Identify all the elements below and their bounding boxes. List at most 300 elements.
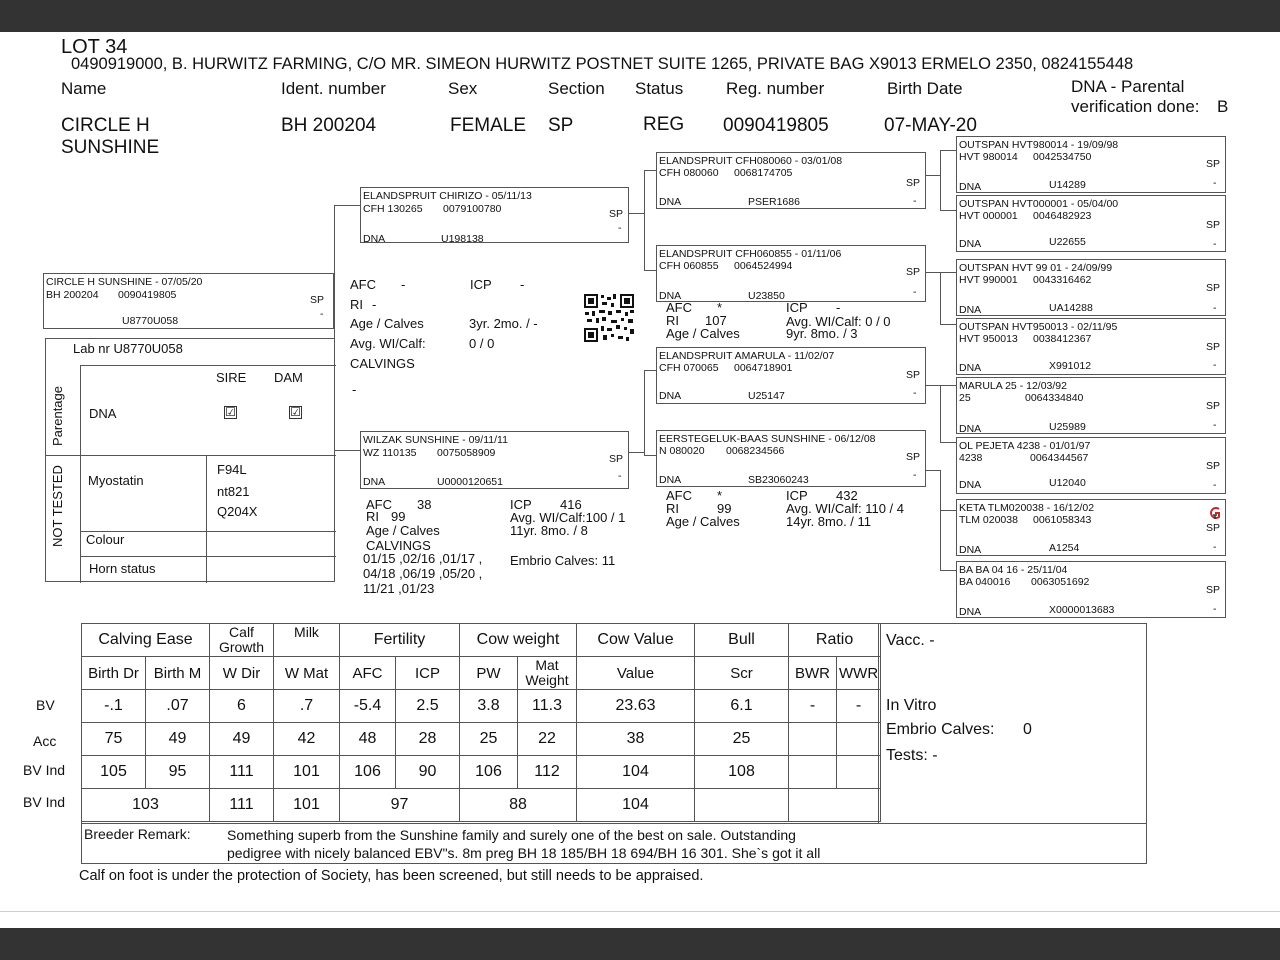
self-icp-value: -	[520, 277, 525, 292]
acc-cell	[837, 723, 881, 756]
embrio-calves-label: Embrio Calves:	[886, 721, 995, 738]
group-fertility: Fertility	[340, 624, 460, 657]
acc-cell: 49	[146, 723, 210, 756]
grandparent-card	[656, 245, 926, 302]
great-grandparent-card	[956, 318, 1226, 375]
ind2-cell	[789, 789, 881, 822]
sub-mat-weight: Mat Weight	[518, 657, 577, 690]
card-dash: -	[913, 387, 917, 399]
ebv-ind2-row	[82, 789, 881, 822]
parentage-label: Parentage	[50, 386, 65, 446]
card-ident: TLM 020038	[959, 514, 1018, 526]
bv-cell: 6	[210, 690, 274, 723]
great-grandparent-card	[956, 437, 1226, 494]
sub-pw: PW	[460, 657, 518, 690]
group-bull: Bull	[695, 624, 789, 657]
card-section: SP	[906, 369, 921, 381]
card-section: SP	[1206, 460, 1221, 472]
card-title: OUTSPAN HVT950013 - 02/11/95	[959, 321, 1118, 333]
card-dash: -	[1213, 238, 1217, 250]
sire-card	[360, 187, 629, 243]
card-dna: U22655	[1049, 236, 1086, 248]
card-dash: -	[1213, 302, 1217, 314]
great-grandparent-card	[956, 136, 1226, 193]
card-ident: HVT 990001	[959, 274, 1018, 286]
acc-cell: 22	[518, 723, 577, 756]
acc-cell: 25	[695, 723, 789, 756]
card-reg: 0038412367	[1033, 333, 1092, 345]
card-dash: -	[913, 286, 917, 298]
grandparent-card	[656, 430, 926, 487]
card-dna: U14289	[1049, 179, 1086, 191]
breeder-remark-1: Something superb from the Sunshine family and surely one of the best on sale. Outstanding	[227, 827, 796, 843]
card-dna: A1254	[1049, 542, 1080, 554]
bv-cell: -	[789, 690, 837, 723]
dam-embrio: Embrio Calves: 11	[510, 553, 616, 568]
card-ident: BH 200204	[46, 289, 99, 301]
dam-ri-value: 99	[391, 509, 406, 524]
connector	[940, 210, 957, 211]
sub-value: Value	[577, 657, 695, 690]
sub-w-mat: W Mat	[274, 657, 340, 690]
card-dash: -	[913, 469, 917, 481]
gp-afc-value: *	[717, 488, 723, 503]
self-calvings-label: CALVINGS	[350, 356, 415, 371]
card-ident: HVT 950013	[959, 333, 1018, 345]
card-title: ELANDSPRUIT AMARULA - 11/02/07	[659, 350, 835, 362]
card-reg: 0068174705	[734, 167, 793, 179]
divider	[81, 823, 1147, 824]
row-label-bv-ind-2: BV Ind	[23, 794, 66, 810]
gp-age-label: Age / Calves	[666, 514, 740, 529]
connector	[925, 175, 940, 176]
sub-icp: ICP	[396, 657, 460, 690]
sub-birth-dr: Birth Dr	[82, 657, 146, 690]
card-ident: CFH 080060	[659, 167, 719, 179]
card-reg: 0075058909	[437, 447, 496, 459]
connector	[925, 470, 940, 471]
gp-icp-value: -	[836, 300, 841, 315]
gp-icp-label: ICP	[786, 300, 808, 315]
card-dna-label: DNA	[959, 544, 982, 556]
card-dna-label: DNA	[959, 304, 982, 316]
card-title: OUTSPAN HVT000001 - 05/04/00	[959, 198, 1119, 210]
self-card	[43, 273, 334, 329]
card-dash: -	[618, 222, 622, 234]
group-cow-value: Cow Value	[577, 624, 695, 657]
card-section: SP	[906, 451, 921, 463]
bv-cell: 3.8	[460, 690, 518, 723]
lab-box	[45, 338, 335, 582]
gp-age-label: Age / Calves	[666, 326, 740, 341]
gp-avg: Avg. WI/Calf: 0 / 0	[786, 314, 891, 329]
gp-afc-label: AFC	[666, 488, 692, 503]
dam-calvings-2: 04/18 ,06/19 ,05/20 ,	[363, 566, 483, 581]
dam-age-value: 11yr. 8mo. / 8	[510, 523, 588, 538]
card-reg: 0064334840	[1025, 392, 1084, 404]
gp-afc-value: *	[717, 300, 723, 315]
card-section: SP	[1206, 400, 1221, 412]
group-calving-ease: Calving Ease	[82, 624, 210, 657]
gp-avg: Avg. WI/Calf: 110 / 4	[786, 501, 905, 516]
card-dash: -	[913, 195, 917, 207]
dna-label: DNA	[89, 406, 117, 421]
ind2-cell: 111	[210, 789, 274, 822]
dam-age-label: Age / Calves	[366, 523, 440, 538]
card-dna: SB23060243	[748, 474, 809, 486]
dam-calvings-1: 01/15 ,02/16 ,01/17 ,	[363, 551, 483, 566]
card-section: SP	[1206, 341, 1221, 353]
card-dna-label: DNA	[959, 362, 982, 374]
ind-cell: 111	[210, 756, 274, 789]
bv-cell: 2.5	[396, 690, 460, 723]
connector	[628, 213, 644, 214]
card-title: OUTSPAN HVT980014 - 19/09/98	[959, 139, 1119, 151]
card-ident: CFH 070065	[659, 362, 719, 374]
card-dna-label: DNA	[659, 474, 682, 486]
sub-wwr: WWR	[837, 657, 881, 690]
card-ident: CFH 060855	[659, 260, 719, 272]
ind2-cell: 103	[82, 789, 210, 822]
ind-cell	[789, 756, 837, 789]
card-reg: 0064524994	[734, 260, 793, 272]
connector	[334, 205, 361, 206]
animal-status: REG	[643, 114, 685, 135]
card-section: SP	[609, 208, 624, 220]
header-dna-value: B	[1217, 97, 1229, 116]
great-grandparent-card	[956, 259, 1226, 316]
ebv-table	[81, 623, 881, 822]
card-reg: 0042534750	[1033, 151, 1092, 163]
self-ri-label: RI	[350, 297, 363, 312]
card-dna-label: DNA	[363, 233, 386, 245]
ind2-cell	[695, 789, 789, 822]
connector	[940, 385, 941, 442]
separator	[0, 911, 1280, 912]
myostatin-f94l: F94L	[217, 462, 247, 477]
ind-cell: 104	[577, 756, 695, 789]
card-section: SP	[310, 294, 325, 306]
header-name: Name	[61, 79, 107, 98]
sub-birth-m: Birth M	[146, 657, 210, 690]
sire-label: SIRE	[216, 370, 247, 385]
great-grandparent-card	[956, 195, 1226, 252]
dam-icp-label: ICP	[510, 497, 532, 512]
card-dna: U12040	[1049, 477, 1086, 489]
connector	[644, 170, 645, 270]
dam-label: DAM	[274, 370, 303, 385]
bv-cell: .07	[146, 690, 210, 723]
row-label-bv: BV	[36, 697, 55, 713]
myostatin-label: Myostatin	[88, 473, 144, 488]
acc-cell: 48	[340, 723, 396, 756]
great-grandparent-card	[956, 377, 1226, 434]
card-ident: HVT 980014	[959, 151, 1018, 163]
card-ident: 4238	[959, 452, 983, 464]
header-status: Status	[635, 79, 684, 98]
acc-cell: 49	[210, 723, 274, 756]
card-section: SP	[609, 453, 624, 465]
card-dna: U0000120651	[437, 476, 503, 488]
card-dna-label: DNA	[959, 479, 982, 491]
card-ident: BA 040016	[959, 576, 1011, 588]
card-dna: U8770U058	[122, 315, 179, 327]
row-label-bv-ind: BV Ind	[23, 762, 66, 778]
gp-ri-value: 99	[717, 501, 732, 516]
ind2-cell: 88	[460, 789, 577, 822]
card-dna: U23850	[748, 290, 785, 302]
ebv-acc-row	[82, 723, 881, 756]
ind-cell	[837, 756, 881, 789]
sub-afc: AFC	[340, 657, 396, 690]
self-avg-label: Avg. WI/Calf:	[350, 336, 426, 351]
connector	[925, 385, 957, 386]
embrio-calves-value: 0	[1023, 721, 1032, 738]
gp-afc-label: AFC	[666, 300, 692, 315]
header-birth: Birth Date	[887, 79, 963, 98]
ind-cell: 108	[695, 756, 789, 789]
acc-cell: 38	[577, 723, 695, 756]
card-dna-label: DNA	[363, 476, 386, 488]
card-ident: WZ 110135	[363, 447, 417, 459]
connector	[940, 442, 957, 443]
ind2-cell: 101	[274, 789, 340, 822]
animal-ident: BH 200204	[281, 115, 377, 136]
gp-age-value: 14yr. 8mo. / 11	[786, 514, 872, 529]
great-grandparent-card	[956, 499, 1226, 556]
ind-cell: 112	[518, 756, 577, 789]
bv-cell: 6.1	[695, 690, 789, 723]
gp-ri-label: RI	[666, 313, 679, 328]
dam-afc-value: 38	[417, 497, 432, 512]
self-age-label: Age / Calves	[350, 316, 424, 331]
card-dna: U198138	[441, 233, 484, 245]
animal-reg: 0090419805	[723, 115, 829, 136]
card-reg: 0064344567	[1030, 452, 1089, 464]
myostatin-q204x: Q204X	[217, 504, 258, 519]
breeder-remark-2: pedigree with nicely balanced EBV"s. 8m preg BH 18 185/BH 18 694/BH 16 301. She`s got it all	[227, 845, 821, 861]
ebv-bv-row	[82, 690, 881, 723]
top-bar	[0, 0, 1280, 32]
card-dna-label: DNA	[659, 390, 682, 402]
vacc-label: Vacc. -	[886, 632, 935, 649]
header-section: Section	[548, 79, 605, 98]
group-calf-growth: Calf Growth	[210, 624, 274, 657]
tests-label: Tests: -	[886, 747, 938, 764]
card-title: ELANDSPRUIT CFH060855 - 01/11/06	[659, 248, 842, 260]
bv-cell: -	[837, 690, 881, 723]
card-title: BA BA 04 16 - 25/11/04	[959, 564, 1068, 576]
self-avg-value: 0 / 0	[469, 336, 495, 351]
ebv-group-row	[82, 624, 881, 657]
qr-code-icon	[583, 293, 635, 343]
card-reg: 0043316462	[1033, 274, 1092, 286]
divider	[80, 365, 336, 366]
card-dna: UA14288	[1049, 302, 1093, 314]
acc-cell: 42	[274, 723, 340, 756]
divider	[206, 455, 207, 583]
group-milk: Milk	[274, 624, 340, 657]
card-title: ELANDSPRUIT CFH080060 - 03/01/08	[659, 155, 843, 167]
card-title: KETA TLM020038 - 16/12/02	[959, 502, 1095, 514]
lab-number: Lab nr U8770U058	[73, 341, 183, 356]
card-reg: 0068234566	[726, 445, 785, 457]
self-calvings-value: -	[352, 382, 357, 397]
card-section: SP	[1206, 158, 1221, 170]
acc-cell: 28	[396, 723, 460, 756]
sub-bwr: BWR	[789, 657, 837, 690]
sub-scr: Scr	[695, 657, 789, 690]
acc-cell: 25	[460, 723, 518, 756]
gp-icp-label: ICP	[786, 488, 808, 503]
card-title: CIRCLE H SUNSHINE - 07/05/20	[46, 276, 203, 288]
group-cow-weight: Cow weight	[460, 624, 577, 657]
dam-avg: Avg. WI/Calf:100 / 1	[510, 510, 626, 525]
card-dash: -	[618, 470, 622, 482]
card-ident: 25	[959, 392, 971, 404]
owner-line: 0490919000, B. HURWITZ FARMING, C/O MR. SIMEON HURWITZ POSTNET SUITE 1265, PRIVATE BAG X9013 ERMELO 2350, 0824155448	[71, 55, 1134, 73]
card-section: SP	[906, 266, 921, 278]
card-dash: -	[1213, 419, 1217, 431]
card-dash: -	[1213, 603, 1217, 615]
card-dash: -	[1213, 359, 1217, 371]
ebv-ind-row	[82, 756, 881, 789]
card-dna-label: DNA	[959, 423, 982, 435]
gp-age-value: 9yr. 8mo. / 3	[786, 326, 858, 341]
connector	[940, 470, 941, 570]
connector	[925, 272, 957, 273]
lot-number: LOT 34	[61, 36, 128, 58]
in-vitro-label: In Vitro	[886, 697, 937, 714]
divider	[80, 556, 336, 557]
sire-dna-check-icon: ☑	[225, 405, 236, 419]
header-ident: Ident. number	[281, 79, 386, 98]
animal-name-1: CIRCLE H	[61, 115, 150, 136]
connector	[940, 510, 957, 511]
sub-w-dir: W Dir	[210, 657, 274, 690]
row-label-acc: Acc	[33, 733, 57, 749]
self-afc-label: AFC	[350, 277, 376, 292]
myostatin-nt821: nt821	[217, 484, 250, 499]
bottom-bar	[0, 928, 1280, 960]
card-section: SP	[1206, 522, 1221, 534]
card-reg: 0079100780	[443, 203, 502, 215]
card-reg: 0046482923	[1033, 210, 1092, 222]
header-dna-1: DNA - Parental	[1071, 77, 1185, 96]
ind-cell: 90	[396, 756, 460, 789]
dam-card	[360, 431, 629, 489]
dam-icp-value: 416	[560, 497, 582, 512]
ind-cell: 101	[274, 756, 340, 789]
horn-status-label: Horn status	[89, 561, 156, 576]
connector	[940, 150, 941, 210]
bv-cell: -.1	[82, 690, 146, 723]
card-title: MARULA 25 - 12/03/92	[959, 380, 1067, 392]
divider	[46, 455, 336, 456]
card-dna-label: DNA	[659, 196, 682, 208]
acc-cell	[789, 723, 837, 756]
bv-cell: 11.3	[518, 690, 577, 723]
card-reg: 0064718901	[734, 362, 793, 374]
ind2-cell: 104	[577, 789, 695, 822]
divider	[80, 365, 81, 583]
card-dna-label: DNA	[659, 290, 682, 302]
bv-cell: 23.63	[577, 690, 695, 723]
card-title: EERSTEGELUK-BAAS SUNSHINE - 06/12/08	[659, 433, 876, 445]
connector	[628, 452, 644, 453]
card-dna-label: DNA	[959, 606, 982, 618]
ebv-sub-row	[82, 657, 881, 690]
self-icp-label: ICP	[470, 277, 492, 292]
self-afc-value: -	[401, 277, 406, 292]
header-reg: Reg. number	[726, 79, 825, 98]
card-title: OL PEJETA 4238 - 01/01/97	[959, 440, 1091, 452]
connector	[334, 450, 361, 451]
dam-afc-label: AFC	[366, 497, 392, 512]
card-dna: PSER1686	[748, 196, 800, 208]
card-title: WILZAK SUNSHINE - 09/11/11	[363, 434, 508, 446]
ind-cell: 106	[460, 756, 518, 789]
great-grandparent-card	[956, 561, 1226, 618]
connector	[644, 370, 645, 455]
dam-ri-label: RI	[366, 509, 379, 524]
animal-section: SP	[548, 115, 574, 136]
group-ratio: Ratio	[789, 624, 881, 657]
card-dna-label: DNA	[959, 238, 982, 250]
ind-cell: 95	[146, 756, 210, 789]
gp-icp-value: 432	[836, 488, 858, 503]
card-dna: X0000013683	[1049, 604, 1115, 616]
dam-dna-check-icon: ☑	[290, 405, 301, 419]
self-age-value: 3yr. 2mo. / -	[469, 316, 538, 331]
ind-cell: 105	[82, 756, 146, 789]
card-ident: HVT 000001	[959, 210, 1018, 222]
self-ri-value: -	[372, 297, 377, 312]
card-dna: X991012	[1049, 360, 1092, 372]
card-section: SP	[1206, 282, 1221, 294]
acc-cell: 75	[82, 723, 146, 756]
divider	[878, 623, 879, 823]
card-dna: U25989	[1049, 421, 1086, 433]
card-dash: -	[1213, 541, 1217, 553]
dam-calvings-3: 11/21 ,01/23	[363, 581, 435, 596]
card-ident: N 080020	[659, 445, 705, 457]
card-section: SP	[906, 177, 921, 189]
card-title: ELANDSPRUIT CHIRIZO - 05/11/13	[363, 190, 532, 202]
breeder-remark-label: Breeder Remark:	[84, 826, 191, 842]
card-section: SP	[1206, 219, 1221, 231]
card-dna-label: DNA	[959, 181, 982, 193]
connector	[940, 150, 957, 151]
card-dna: U25147	[748, 390, 785, 402]
colour-label: Colour	[86, 532, 125, 547]
dam-calvings-label: CALVINGS	[366, 538, 431, 553]
gp-ri-label: RI	[666, 501, 679, 516]
header-sex: Sex	[448, 79, 478, 98]
card-reg: 0063051692	[1031, 576, 1090, 588]
header-dna-2: verification done:	[1071, 97, 1200, 116]
card-ident: CFH 130265	[363, 203, 423, 215]
ind-cell: 106	[340, 756, 396, 789]
grandparent-card	[656, 152, 926, 209]
card-dash: -	[1213, 177, 1217, 189]
card-dash: -	[1213, 479, 1217, 491]
animal-name-2: SUNSHINE	[61, 137, 160, 158]
card-reg: 0090419805	[118, 289, 177, 301]
animal-birth: 07-MAY-20	[884, 115, 977, 136]
grandparent-card	[656, 347, 926, 404]
connector	[940, 324, 957, 325]
